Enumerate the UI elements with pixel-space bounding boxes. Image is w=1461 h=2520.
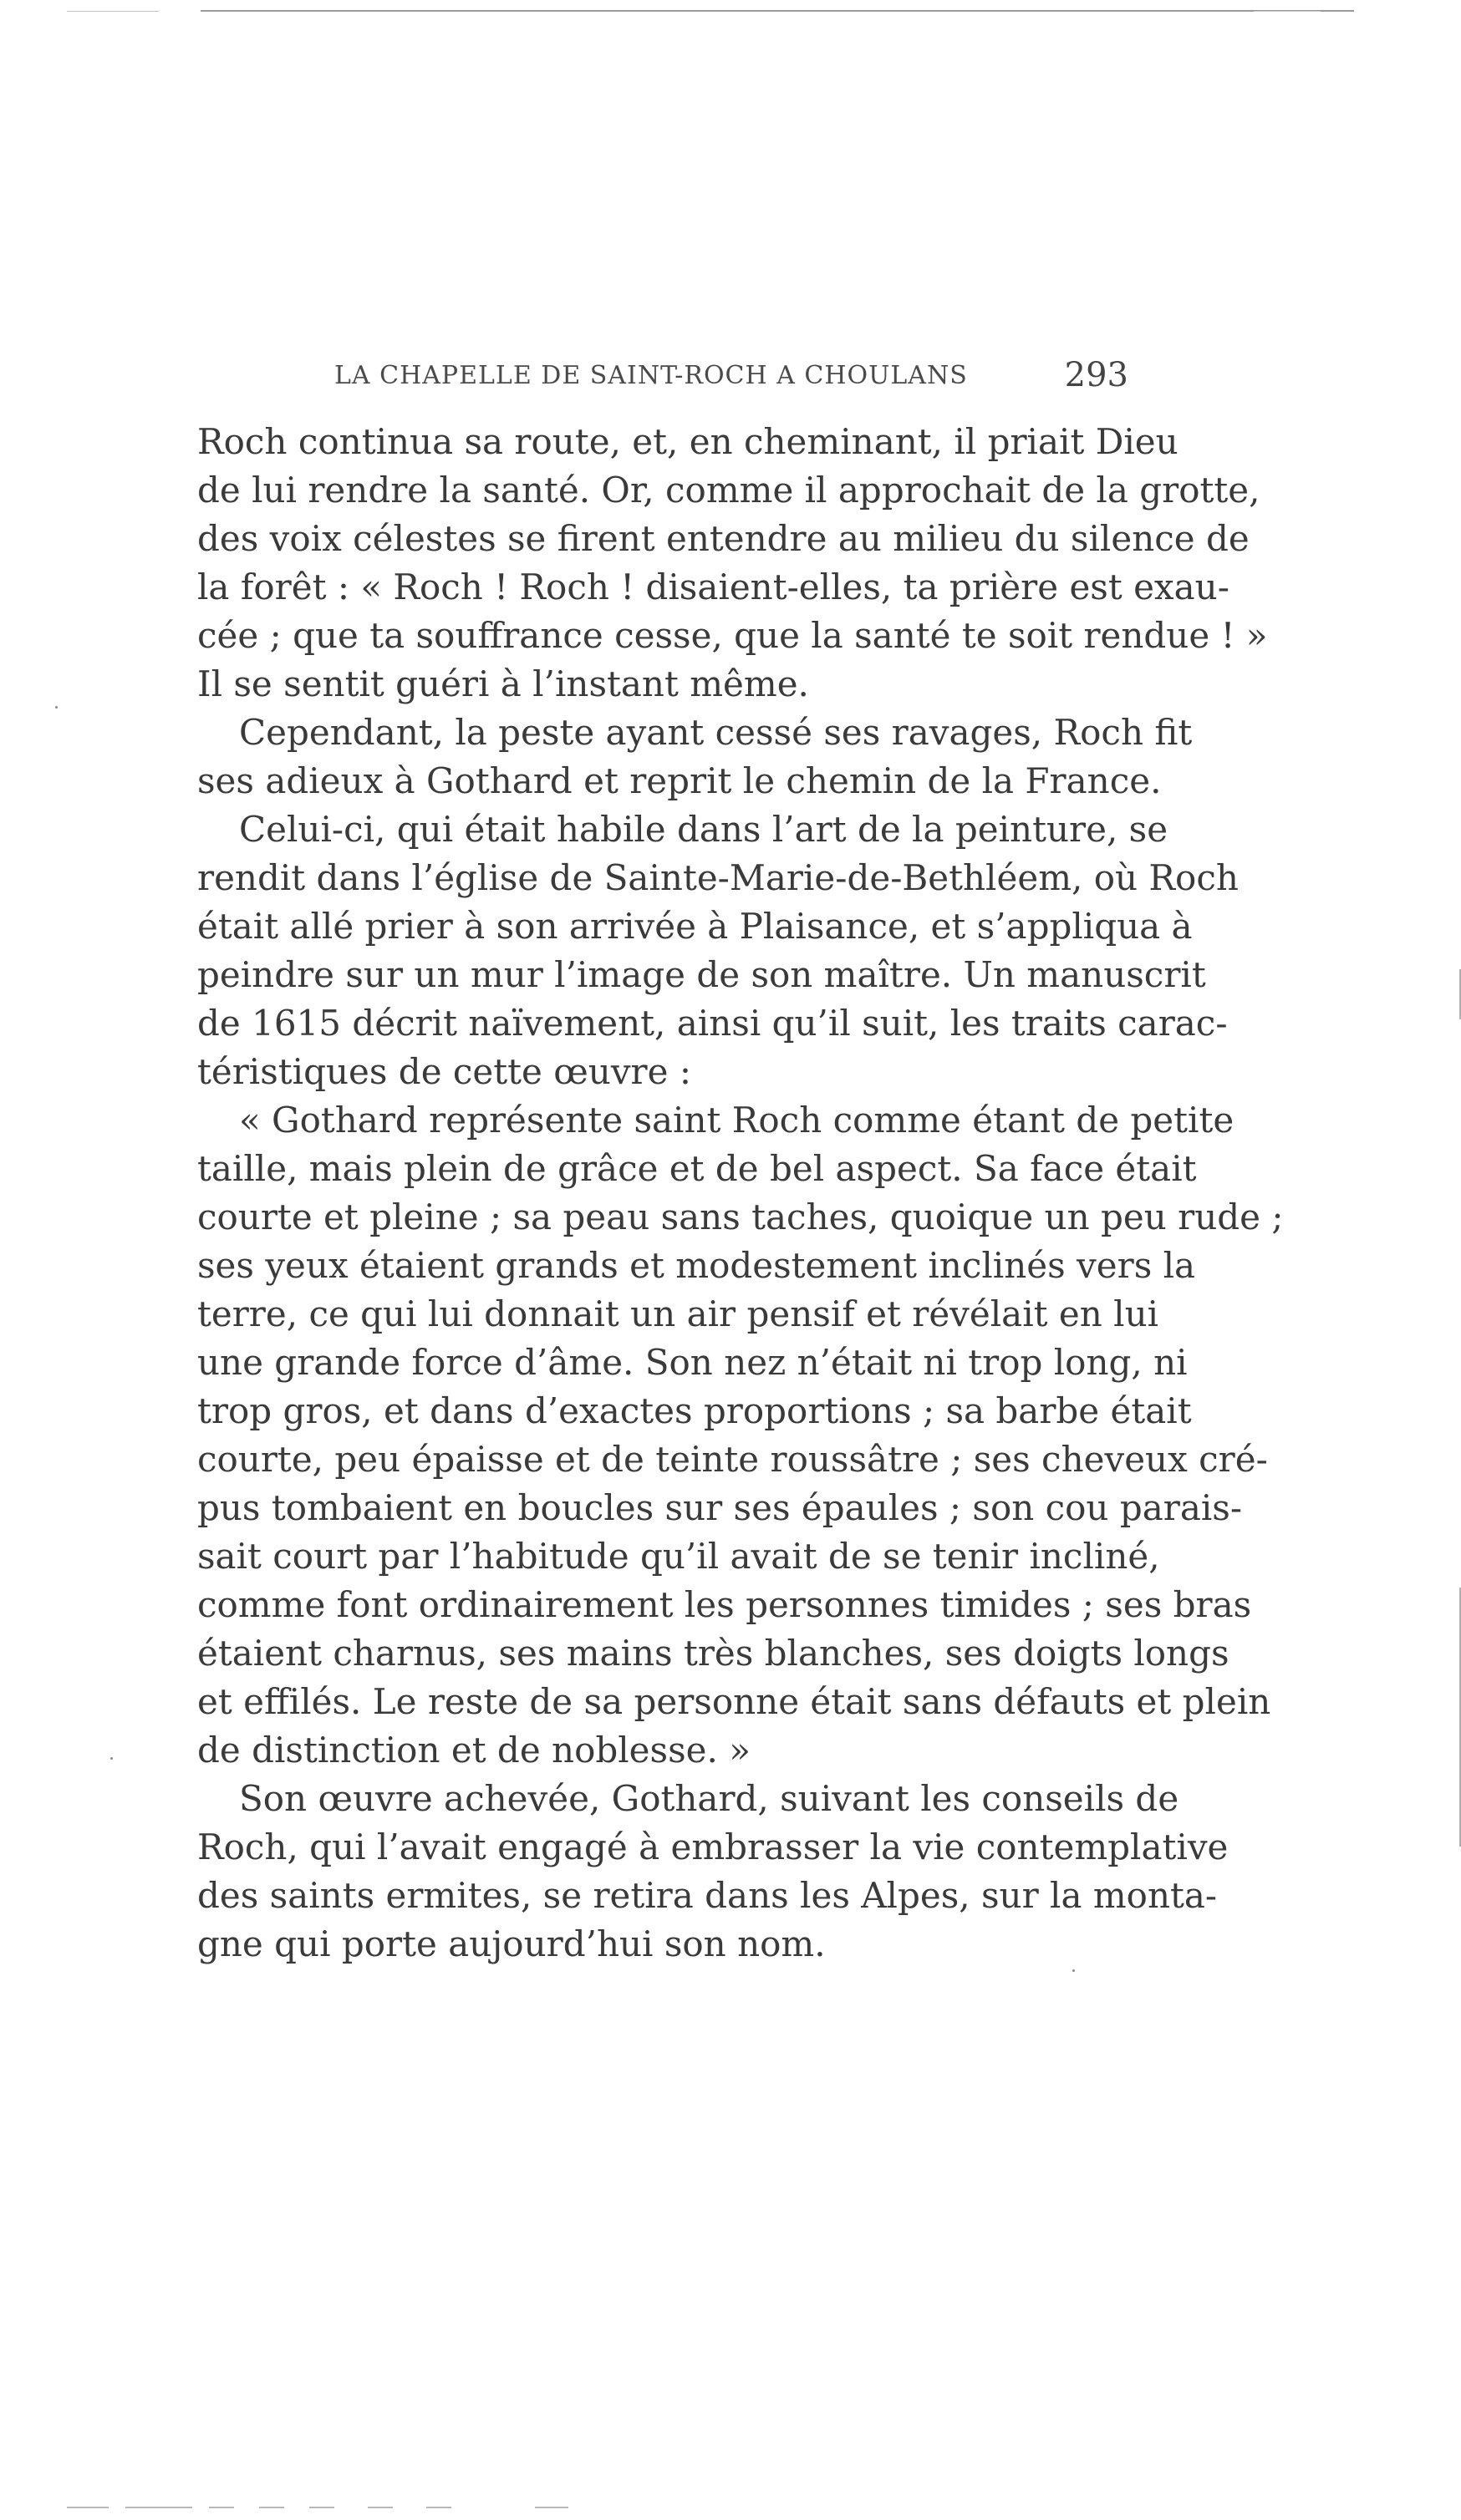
bottom-edge-dash	[535, 2507, 568, 2508]
text-line: terre, ce qui lui donnait un air pensif et révélait en lui	[197, 1293, 1159, 1334]
text-line: des saints ermites, se retira dans les Alpes, sur la monta-	[197, 1875, 1218, 1916]
bottom-edge-dash	[125, 2507, 192, 2508]
text-line: une grande force d’âme. Son nez n’était ni trop long, ni	[197, 1342, 1188, 1383]
text-line: ses adieux à Gothard et reprit le chemin de la France.	[197, 760, 1162, 801]
text-line: cée ; que ta souffrance cesse, que la santé te soit rendue ! »	[197, 615, 1268, 656]
text-line: ses yeux étaient grands et modestement inclinés vers la	[197, 1245, 1196, 1286]
text-line: de 1615 décrit naïvement, ainsi qu’il suit, les traits carac-	[197, 1003, 1228, 1044]
text-line: « Gothard représente saint Roch comme étant de petite	[239, 1100, 1234, 1141]
running-title: LA CHAPELLE DE SAINT-ROCH A CHOULANS	[334, 361, 968, 390]
text-line: peindre sur un mur l’image de son maître. Un manuscrit	[197, 954, 1206, 995]
paper-speck	[55, 706, 58, 709]
bottom-edge-dash	[368, 2507, 393, 2508]
text-line: de lui rendre la santé. Or, comme il approchait de la grotte,	[197, 470, 1260, 511]
text-line: comme font ordinairement les personnes timides ; ses bras	[197, 1584, 1252, 1625]
paper-speck	[1072, 1969, 1075, 1972]
text-line: Roch continua sa route, et, en cheminant, il priait Dieu	[197, 421, 1178, 462]
text-line: étaient charnus, ses mains très blanches, ses doigts longs	[197, 1633, 1229, 1674]
text-line: et effilés. Le reste de sa personne était sans défauts et plein	[197, 1681, 1271, 1722]
text-line: la forêt : « Roch ! Roch ! disaient-elles, ta prière est exau-	[197, 566, 1229, 607]
text-line: taille, mais plein de grâce et de bel aspect. Sa face était	[197, 1148, 1197, 1189]
text-line: de distinction et de noblesse. »	[197, 1730, 751, 1771]
text-line: Cependant, la peste ayant cessé ses ravages, Roch fit	[239, 712, 1193, 753]
body-text	[197, 418, 1284, 1969]
text-line: téristiques de cette œuvre :	[197, 1051, 691, 1092]
top-edge-dash	[67, 11, 159, 12]
page-number: 293	[1064, 356, 1128, 394]
text-line: était allé prier à son arrivée à Plaisance, et s’appliqua à	[197, 906, 1193, 947]
paper-speck	[110, 1757, 113, 1760]
text-line: courte, peu épaisse et de teinte roussâtre ; ses cheveux cré-	[197, 1439, 1268, 1480]
running-head	[334, 356, 1128, 411]
bottom-edge-dash	[209, 2507, 234, 2508]
text-line: des voix célestes se firent entendre au milieu du silence de	[197, 518, 1250, 559]
text-line: courte et pleine ; sa peau sans taches, quoique un peu rude ;	[197, 1196, 1284, 1237]
text-line: Il se sentit guéri à l’instant même.	[197, 663, 809, 704]
text-line: gne qui porte aujourd’hui son nom.	[197, 1923, 826, 1964]
bottom-edge-dash	[67, 2507, 109, 2508]
text-line: Celui-ci, qui était habile dans l’art de la peinture, se	[239, 809, 1168, 850]
bottom-edge-dash	[309, 2507, 334, 2508]
text-line: rendit dans l’église de Sainte-Marie-de-Bethléem, où Roch	[197, 857, 1239, 898]
top-edge-dash	[1254, 11, 1321, 12]
text-line: trop gros, et dans d’exactes proportions ; sa barbe était	[197, 1390, 1192, 1431]
bottom-edge-dash	[259, 2507, 284, 2508]
bottom-edge-dash	[426, 2507, 451, 2508]
text-line: Roch, qui l’avait engagé à embrasser la vie contemplative	[197, 1826, 1229, 1867]
top-edge-rule	[201, 10, 1354, 12]
text-line: sait court par l’habitude qu’il avait de se tenir incliné,	[197, 1536, 1160, 1577]
text-line: Son œuvre achevée, Gothard, suivant les conseils de	[239, 1778, 1179, 1819]
text-line: pus tombaient en boucles sur ses épaules ; son cou parais-	[197, 1487, 1243, 1528]
